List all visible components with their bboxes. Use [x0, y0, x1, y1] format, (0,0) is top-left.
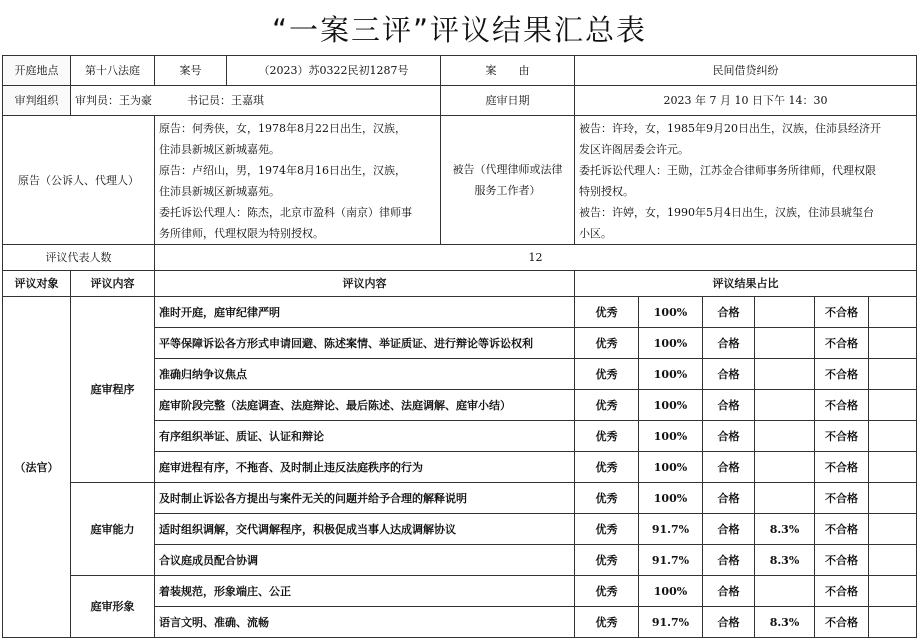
hearing-date-value: 2023 年 7 月 10 日下午 14：30: [575, 86, 917, 116]
excellent-label: 优秀: [575, 514, 639, 545]
cause-value: 民间借贷纠纷: [575, 56, 917, 86]
evaluation-item: 及时制止诉讼各方提出与案件无关的问题并给予合理的解释说明: [155, 483, 575, 514]
excellent-pct: 100%: [639, 390, 703, 421]
pass-pct: 8.3%: [755, 514, 815, 545]
evaluation-item: 平等保障诉讼各方形式申请回避、陈述案情、举证质证、进行辩论等诉讼权利: [155, 328, 575, 359]
pass-pct: [755, 576, 815, 607]
col-result-ratio: 评议结果占比: [575, 271, 917, 297]
defendant-line: 发区许阁居委会许元。: [579, 143, 689, 156]
excellent-label: 优秀: [575, 607, 639, 638]
evaluation-group: 庭审形象: [71, 576, 155, 638]
defendant-details: [575, 116, 917, 245]
fail-pct: [869, 328, 917, 359]
excellent-pct: 100%: [639, 359, 703, 390]
evaluation-item: 语言文明、准确、流畅: [155, 607, 575, 638]
excellent-pct: 91.7%: [639, 607, 703, 638]
pass-pct: 8.3%: [755, 607, 815, 638]
reviewers-row: [3, 245, 917, 271]
plaintiff-line: 委托诉讼代理人：陈杰，北京市盈科（南京）律师事: [159, 206, 412, 219]
fail-pct: [869, 390, 917, 421]
excellent-pct: 100%: [639, 452, 703, 483]
excellent-label: 优秀: [575, 359, 639, 390]
plaintiff-details: [155, 116, 441, 245]
pass-pct: [755, 390, 815, 421]
pass-pct: [755, 297, 815, 328]
court-place-label: 开庭地点: [3, 56, 71, 86]
fail-label: 不合格: [815, 297, 869, 328]
pass-pct: [755, 359, 815, 390]
defendant-label-line: 被告（代理律师或法律: [452, 163, 563, 176]
reviewers-label: 评议代表人数: [3, 245, 155, 271]
pass-pct: [755, 452, 815, 483]
evaluation-item: 准确归纳争议焦点: [155, 359, 575, 390]
pass-pct: [755, 483, 815, 514]
pass-label: 合格: [703, 328, 755, 359]
plaintiff-line: 原告：卢绍山，男，1974年8月16日出生，汉族，: [159, 164, 406, 177]
pass-label: 合格: [703, 545, 755, 576]
pass-label: 合格: [703, 390, 755, 421]
column-header-row: [3, 271, 917, 297]
evaluation-item: 适时组织调解，交代调解程序，积极促成当事人达成调解协议: [155, 514, 575, 545]
header-row-2: [3, 86, 917, 116]
pass-label: 合格: [703, 576, 755, 607]
plaintiff-line: 务所律师，代理权限为特别授权。: [159, 227, 324, 240]
fail-label: 不合格: [815, 359, 869, 390]
cause-label: 案 由: [441, 56, 575, 86]
pass-label: 合格: [703, 607, 755, 638]
defendant-label: [441, 116, 575, 245]
excellent-pct: 91.7%: [639, 514, 703, 545]
excellent-label: 优秀: [575, 390, 639, 421]
fail-label: 不合格: [815, 576, 869, 607]
pass-label: 合格: [703, 297, 755, 328]
judge-text: 审判员：王为豪: [75, 94, 152, 107]
panel-members: [71, 86, 441, 116]
plaintiff-line: 住沛县新城区新城嘉苑。: [159, 185, 280, 198]
table-row: [3, 576, 917, 607]
pass-label: 合格: [703, 514, 755, 545]
fail-pct: [869, 452, 917, 483]
excellent-label: 优秀: [575, 483, 639, 514]
fail-label: 不合格: [815, 452, 869, 483]
fail-pct: [869, 576, 917, 607]
fail-pct: [869, 297, 917, 328]
pass-label: 合格: [703, 452, 755, 483]
fail-label: 不合格: [815, 483, 869, 514]
case-no-label: 案号: [155, 56, 227, 86]
evaluation-item: 合议庭成员配合协调: [155, 545, 575, 576]
excellent-pct: 100%: [639, 483, 703, 514]
pass-label: 合格: [703, 483, 755, 514]
excellent-pct: 100%: [639, 328, 703, 359]
clerk-text: 书记员：王嘉琪: [187, 94, 264, 107]
evaluation-item: 庭审阶段完整（法庭调查、法庭辩论、最后陈述、法庭调解、庭审小结）: [155, 390, 575, 421]
plaintiff-label: 原告（公诉人、代理人）: [3, 116, 155, 245]
court-place-value: 第十八法庭: [71, 56, 155, 86]
defendant-line: 委托诉讼代理人：王勋，江苏金合律师事务所律师，代理权限: [579, 164, 876, 177]
plaintiff-line: 原告：何秀侠，女，1978年8月22日出生，汉族，: [159, 122, 406, 135]
plaintiff-line: 住沛县新城区新城嘉苑。: [159, 143, 280, 156]
fail-label: 不合格: [815, 421, 869, 452]
excellent-label: 优秀: [575, 421, 639, 452]
evaluation-item: 着装规范，形象端庄、公正: [155, 576, 575, 607]
fail-pct: [869, 483, 917, 514]
pass-pct: [755, 328, 815, 359]
evaluation-target: （法官）: [3, 297, 71, 638]
pass-pct: 8.3%: [755, 545, 815, 576]
fail-label: 不合格: [815, 328, 869, 359]
col-content-detail: 评议内容: [155, 271, 575, 297]
fail-label: 不合格: [815, 545, 869, 576]
pass-pct: [755, 421, 815, 452]
evaluation-group: 庭审程序: [71, 297, 155, 483]
case-no-value: （2023）苏0322民初1287号: [227, 56, 441, 86]
pass-label: 合格: [703, 421, 755, 452]
defendant-line: 被告：许玲，女，1985年9月20日出生，汉族，住沛县经济开: [579, 122, 881, 135]
evaluation-item: 庭审进程有序，不拖沓、及时制止违反法庭秩序的行为: [155, 452, 575, 483]
defendant-line: 小区。: [579, 227, 612, 240]
col-content: 评议内容: [71, 271, 155, 297]
header-row-1: [3, 56, 917, 86]
table-row: [3, 297, 917, 328]
fail-pct: [869, 421, 917, 452]
excellent-pct: 91.7%: [639, 545, 703, 576]
excellent-pct: 100%: [639, 297, 703, 328]
pass-label: 合格: [703, 359, 755, 390]
fail-label: 不合格: [815, 390, 869, 421]
summary-table: [2, 55, 917, 638]
evaluation-item: 准时开庭，庭审纪律严明: [155, 297, 575, 328]
fail-label: 不合格: [815, 514, 869, 545]
evaluation-group: 庭审能力: [71, 483, 155, 576]
defendant-line: 特别授权。: [579, 185, 634, 198]
excellent-pct: 100%: [639, 576, 703, 607]
excellent-label: 优秀: [575, 328, 639, 359]
fail-label: 不合格: [815, 607, 869, 638]
fail-pct: [869, 545, 917, 576]
hearing-date-label: 庭审日期: [441, 86, 575, 116]
col-target: 评议对象: [3, 271, 71, 297]
excellent-label: 优秀: [575, 452, 639, 483]
evaluation-item: 有序组织举证、质证、认证和辩论: [155, 421, 575, 452]
defendant-line: 被告：许婷，女，1990年5月4日出生，汉族，住沛县琥玺台: [579, 206, 874, 219]
excellent-pct: 100%: [639, 421, 703, 452]
panel-label: 审判组织: [3, 86, 71, 116]
excellent-label: 优秀: [575, 576, 639, 607]
excellent-label: 优秀: [575, 545, 639, 576]
reviewers-count: 12: [155, 245, 917, 271]
table-row: [3, 483, 917, 514]
defendant-label-line: 服务工作者）: [474, 184, 541, 197]
parties-row: [3, 116, 917, 245]
page-title: “一案三评”评议结果汇总表: [271, 13, 648, 47]
fail-pct: [869, 514, 917, 545]
excellent-label: 优秀: [575, 297, 639, 328]
fail-pct: [869, 607, 917, 638]
fail-pct: [869, 359, 917, 390]
